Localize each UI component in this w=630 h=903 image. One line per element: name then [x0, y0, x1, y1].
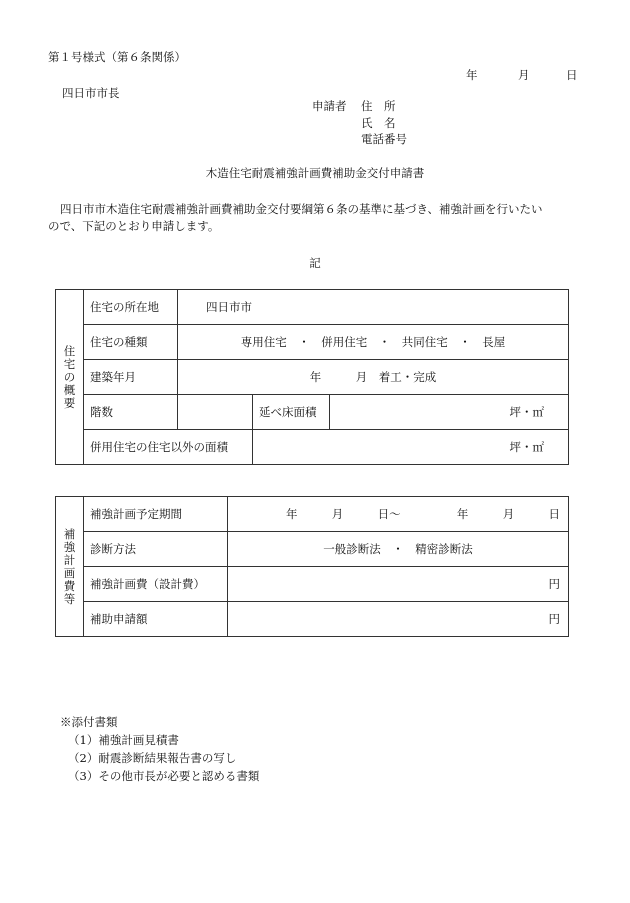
nonres-area-unit: 坪・㎡	[253, 430, 569, 465]
subsidy-row	[56, 602, 569, 637]
period-start-year: 年	[286, 507, 298, 521]
nonres-area-label: 併用住宅の住宅以外の面積	[84, 430, 253, 465]
location-label: 住宅の所在地	[84, 290, 178, 325]
location-row	[56, 290, 569, 325]
plan-table	[55, 496, 569, 637]
floor-area-label: 延べ床面積	[253, 395, 330, 430]
attachments	[60, 713, 259, 785]
floors-row	[56, 395, 569, 430]
plan-section-header: 補強計画費等	[56, 497, 84, 637]
form-number: 第１号様式（第６条関係）	[48, 50, 186, 64]
attachment-item: （3）その他市長が必要と認める書類	[68, 769, 260, 783]
built-label: 建築年月	[84, 360, 178, 395]
attachments-heading: ※添付書類	[60, 715, 118, 729]
built-value: 年 月 着工・完成	[178, 360, 569, 395]
applicant-address-label: 住 所	[361, 99, 396, 113]
subsidy-label: 補助申請額	[84, 602, 228, 637]
applicant-phone-label: 電話番号	[361, 132, 407, 146]
period-row	[56, 497, 569, 532]
built-row	[56, 360, 569, 395]
attachment-item: （2）耐震診断結果報告書の写し	[68, 751, 237, 765]
cost-label: 補強計画費（設計費）	[84, 567, 228, 602]
method-label: 診断方法	[84, 532, 228, 567]
applicant-name-label: 氏 名	[361, 116, 396, 130]
type-label: 住宅の種類	[84, 325, 178, 360]
floors-label: 階数	[84, 395, 178, 430]
period-end-day: 日	[548, 507, 560, 521]
intro-text-line1: 四日市市木造住宅耐震補強計画費補助金交付要綱第６条の基準に基づき、補強計画を行いたい	[60, 202, 543, 216]
period-end-month: 月	[502, 507, 515, 521]
date-month-label: 月	[518, 68, 530, 82]
nonres-area-row	[56, 430, 569, 465]
type-options: 専用住宅 ・ 併用住宅 ・ 共同住宅 ・ 長屋	[178, 325, 569, 360]
intro-text-line2: ので、下記のとおり申請します。	[48, 219, 220, 233]
attachment-item: （1）補強計画見積書	[68, 733, 179, 747]
date-year-label: 年	[466, 68, 478, 82]
housing-section-header: 住宅の概要	[56, 290, 84, 465]
floor-area-unit: 坪・㎡	[330, 395, 569, 430]
housing-overview-table	[55, 289, 569, 465]
floors-value	[178, 395, 253, 430]
period-label: 補強計画予定期間	[84, 497, 228, 532]
subsidy-unit: 円	[228, 602, 569, 637]
period-start-day: 日～	[377, 507, 401, 521]
cost-unit: 円	[228, 567, 569, 602]
method-options: 一般診断法 ・ 精密診断法	[228, 532, 569, 567]
addressee: 四日市市長	[62, 86, 120, 100]
period-end-year: 年	[456, 507, 469, 521]
applicant-label: 申請者	[312, 99, 347, 113]
type-row	[56, 325, 569, 360]
location-value: 四日市市	[178, 290, 569, 325]
period-value	[228, 497, 569, 532]
method-row	[56, 532, 569, 567]
cost-row	[56, 567, 569, 602]
date-day-label: 日	[566, 68, 578, 82]
period-start-month: 月	[331, 507, 344, 521]
document-title: 木造住宅耐震補強計画費補助金交付申請書	[205, 166, 425, 180]
ki-mark: 記	[309, 256, 321, 270]
